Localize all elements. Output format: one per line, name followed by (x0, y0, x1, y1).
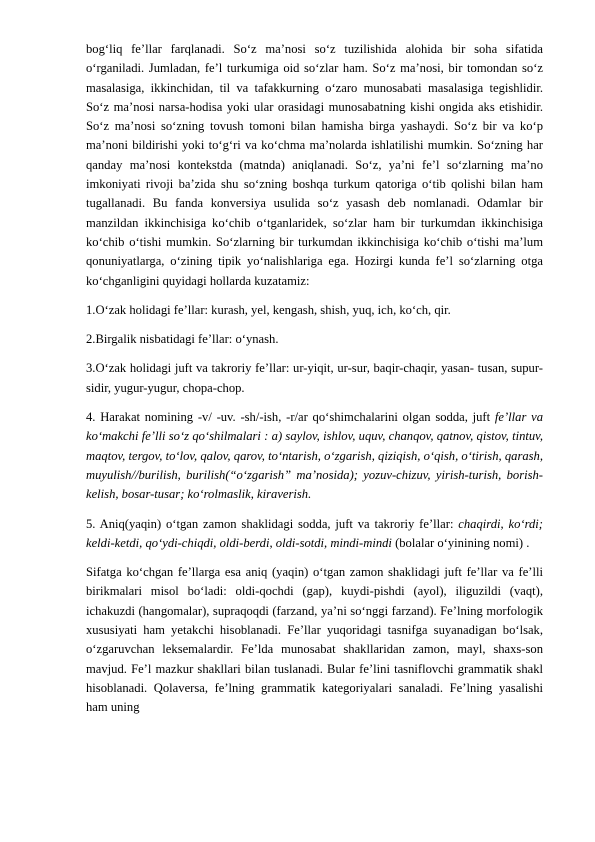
paragraph-adjectives: Sifatga ko‘chgan fe’llarga esa aniq (yaqin) o‘tgan zamon shaklidagi juft fe’llar va fe’lli birikmalari misol bo‘ladi: oldi-qochdi (gap), kuydi-pishdi (ayol), iliguzildi (vaqt), ichakuzdi (hangomalar), supraqoqdi (farzand, ya’ni so‘nggi farzand). Fe’lning morfologik xususiyati ham yetakchi hisoblanadi. Fe’llar yuqoridagi tasnifga suyanadigan bo‘lsak, o‘zgaruvchan leksemalardir. Fe’lda munosabat shakllaridan zamon, mayl, shaxs-son mavjud. Fe’l mazkur shakllari bilan tuslanadi. Bular fe’lini tasniflovchi grammatik shakl hisoblanadi. Qolaversa, fe’lning grammatik kategoriyalari sanaladi. Fe’lning yasalishi ham uning (86, 565, 543, 715)
list-item-5-lead: 5. Aniq(yaqin) o‘tgan zamon shaklidagi sodda, juft va takroriy fe’llar: (86, 516, 459, 531)
list-item-5-tail: (bolalar o‘yinining nomi) . (391, 535, 530, 550)
list-item-4-examples: fe’llar va ko‘makchi fe’lli so‘z qo‘shilmalari : a) saylov, ishlov, uquv, chanqov, qatnov, qistov, tintuv, maqtov, tergov, to‘lov, qalov, qarov, to‘ntarish, o‘zgarish, qiziqish, o‘qish, o‘tirish, qarash, muyulish//burilish, burilish(“o‘zgarish” ma’nosida); yozuv-chizuv, yirish-turish, borish-kelish, bosar-tusar; ko‘rolmaslik, kiraverish. (86, 410, 544, 502)
paragraph-intro: bog‘liq fe’llar farqlanadi. So‘z ma’nosi so‘z tuzilishida alohida bir soha sifatida o‘rganiladi. Jumladan, fe’l turkumiga oid so‘zlar ham. So‘z ma’nosi, bir tomondan so‘z masalasiga, ikkinchidan, til va tafakkurning o‘zaro munosabati masalasiga tegishlidir. So‘z ma’nosi narsa-hodisa yoki ular orasidagi munosabatning kishi ongida aks etishidir. So‘z ma’nosi so‘zning tovush tomoni bilan hamisha birga yashaydi. So‘z bir va ko‘p ma’noni bildirishi yoki to‘g‘ri va ko‘chma ma’nolarda ishlatilishi mumkin. So‘zning har qanday ma’nosi kontekstda (matnda) aniqlanadi. So‘z, ya’ni fe’l so‘zlarning ma’no imkoniyati rivoji ba’zida shu so‘zning boshqa turkum qatoriga o‘tib qolishi bilan ham tugallanadi. Bu fanda konversiya usulida so‘z yasash deb nomlanadi. Odamlar bir manzildan ikkinchisiga ko‘chib o‘tganlaridek, so‘zlar ham bir turkumdan ikkinchisiga ko‘chib o‘tishi mumkin. So‘zlarning bir turkumdan ikkinchisiga ko‘chib o‘tishi ma’lum qonuniyatlarga, o‘zining tipik yo‘nalishlariga ega. Hozirgi kunda fe’l so‘zlarning otga ko‘chganligini quyidagi hollarda kuzatamiz: (86, 42, 543, 288)
list-item-1: 1.O‘zak holidagi fe’llar: kurash, yel, kengash, shish, yuq, ich, ko‘ch, qir. (86, 302, 451, 317)
list-item-5-examples: chaqirdi, ko‘rdi; keldi-ketdi, qo‘ydi-chiqdi, oldi-berdi, oldi-sotdi, mindi-mindi (86, 516, 544, 550)
document-page (86, 40, 543, 718)
list-item-2: 2.Birgalik nisbatidagi fe’llar: o‘ynash. (86, 332, 279, 347)
list-item-3: 3.O‘zak holidagi juft va takroriy fe’llar: ur-yiqit, ur-sur, baqir-chaqir, yasan- tusan, supur-sidir, yugur-yugur, chopa-chop. (86, 361, 543, 395)
list-item-4 (86, 408, 543, 504)
list-item-4-lead: 4. Harakat nomining -v/ -uv. -sh/-ish, -r/ar qo‘shimchalarini olgan sodda, juft (86, 410, 495, 425)
list-item-5 (86, 515, 543, 554)
